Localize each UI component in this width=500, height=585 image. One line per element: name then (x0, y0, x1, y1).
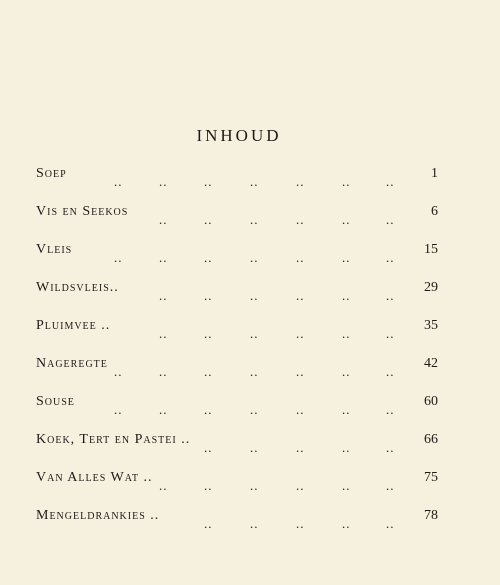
dot-leader: .. (342, 174, 351, 189)
dot-leader: .. (296, 402, 305, 417)
toc-entry-title: Vleis (36, 242, 73, 257)
dot-leader: .. (386, 212, 395, 227)
toc-entry-page: 35 (424, 318, 438, 333)
dot-leader: .. (250, 440, 259, 455)
dot-leader: .. (204, 516, 213, 531)
dot-leader: .. (250, 250, 259, 265)
toc-entry-page: 6 (431, 204, 438, 219)
dot-leader: .. (159, 174, 168, 189)
dot-leader: .. (250, 288, 259, 303)
toc-entry (36, 160, 438, 198)
dot-leader: .. (159, 326, 168, 341)
toc-entry-title: Vis en Seekos (36, 204, 129, 219)
dot-leader: .. (159, 364, 168, 379)
dot-leader: .. (342, 250, 351, 265)
dot-leader: .. (204, 288, 213, 303)
toc-entry-page: 42 (424, 356, 438, 371)
dot-leader: .. (204, 326, 213, 341)
dot-leader: .. (342, 288, 351, 303)
toc-entry-title: Soep (36, 166, 67, 181)
dot-leader: .. (296, 516, 305, 531)
toc-entry (36, 198, 438, 236)
dot-leader: .. (386, 326, 395, 341)
dot-leader: .. (159, 478, 168, 493)
toc-entry-page: 75 (424, 470, 438, 485)
toc-entry-page: 60 (424, 394, 438, 409)
dot-leader: .. (204, 440, 213, 455)
dot-leader: .. (114, 250, 123, 265)
toc-entry-title: Nageregte (36, 356, 108, 371)
dot-leader: .. (114, 364, 123, 379)
toc-entry-title: Souse (36, 394, 75, 409)
toc-entry-title: Mengeldrankies .. (36, 508, 160, 523)
dot-leader: .. (250, 364, 259, 379)
dot-leader: .. (114, 402, 123, 417)
toc-entry-page: 66 (424, 432, 438, 447)
toc-entry (36, 426, 438, 464)
dot-leader: .. (159, 402, 168, 417)
dot-leader: .. (250, 212, 259, 227)
toc-entry (36, 274, 438, 312)
dot-leader: .. (386, 288, 395, 303)
dot-leader: .. (296, 174, 305, 189)
toc-entry (36, 236, 438, 274)
toc-entry-title: Pluimvee .. (36, 318, 111, 333)
dot-leader: .. (250, 516, 259, 531)
dot-leader: .. (204, 364, 213, 379)
dot-leader: .. (342, 326, 351, 341)
dot-leader: .. (159, 250, 168, 265)
dot-leader: .. (296, 364, 305, 379)
dot-leader: .. (386, 516, 395, 531)
dot-leader: .. (296, 212, 305, 227)
dot-leader: .. (386, 250, 395, 265)
toc-entry (36, 502, 438, 540)
dot-leader: .. (342, 516, 351, 531)
dot-leader: .. (386, 402, 395, 417)
dot-leader: .. (204, 212, 213, 227)
toc-entry-title: Koek, Tert en Pastei .. (36, 432, 191, 447)
dot-leader: .. (250, 402, 259, 417)
dot-leader: .. (386, 364, 395, 379)
dot-leader: .. (342, 478, 351, 493)
dot-leader: .. (204, 174, 213, 189)
dot-leader: .. (342, 364, 351, 379)
dot-leader: .. (342, 402, 351, 417)
toc-entry (36, 312, 438, 350)
toc-entry-page: 78 (424, 508, 438, 523)
toc-entry-title: Wildsvleis.. (36, 280, 119, 295)
toc-entry-page: 15 (424, 242, 438, 257)
toc-entry (36, 388, 438, 426)
dot-leader: .. (386, 174, 395, 189)
dot-leader: .. (204, 478, 213, 493)
dot-leader: .. (250, 478, 259, 493)
dot-leader: .. (114, 174, 123, 189)
table-of-contents (36, 160, 438, 540)
dot-leader: .. (250, 174, 259, 189)
dot-leader: .. (159, 212, 168, 227)
dot-leader: .. (296, 478, 305, 493)
dot-leader: .. (204, 250, 213, 265)
contents-heading: INHOUD (196, 126, 282, 145)
dot-leader: .. (296, 326, 305, 341)
toc-entry-page: 29 (424, 280, 438, 295)
toc-entry-page: 1 (431, 166, 438, 181)
dot-leader: .. (296, 250, 305, 265)
dot-leader: .. (250, 326, 259, 341)
dot-leader: .. (342, 212, 351, 227)
dot-leader: .. (386, 440, 395, 455)
dot-leader: .. (342, 440, 351, 455)
dot-leader: .. (296, 440, 305, 455)
dot-leader: .. (296, 288, 305, 303)
dot-leader: .. (159, 288, 168, 303)
toc-entry (36, 350, 438, 388)
dot-leader: .. (204, 402, 213, 417)
dot-leader: .. (386, 478, 395, 493)
toc-entry (36, 464, 438, 502)
toc-entry-title: Van Alles Wat .. (36, 470, 153, 485)
